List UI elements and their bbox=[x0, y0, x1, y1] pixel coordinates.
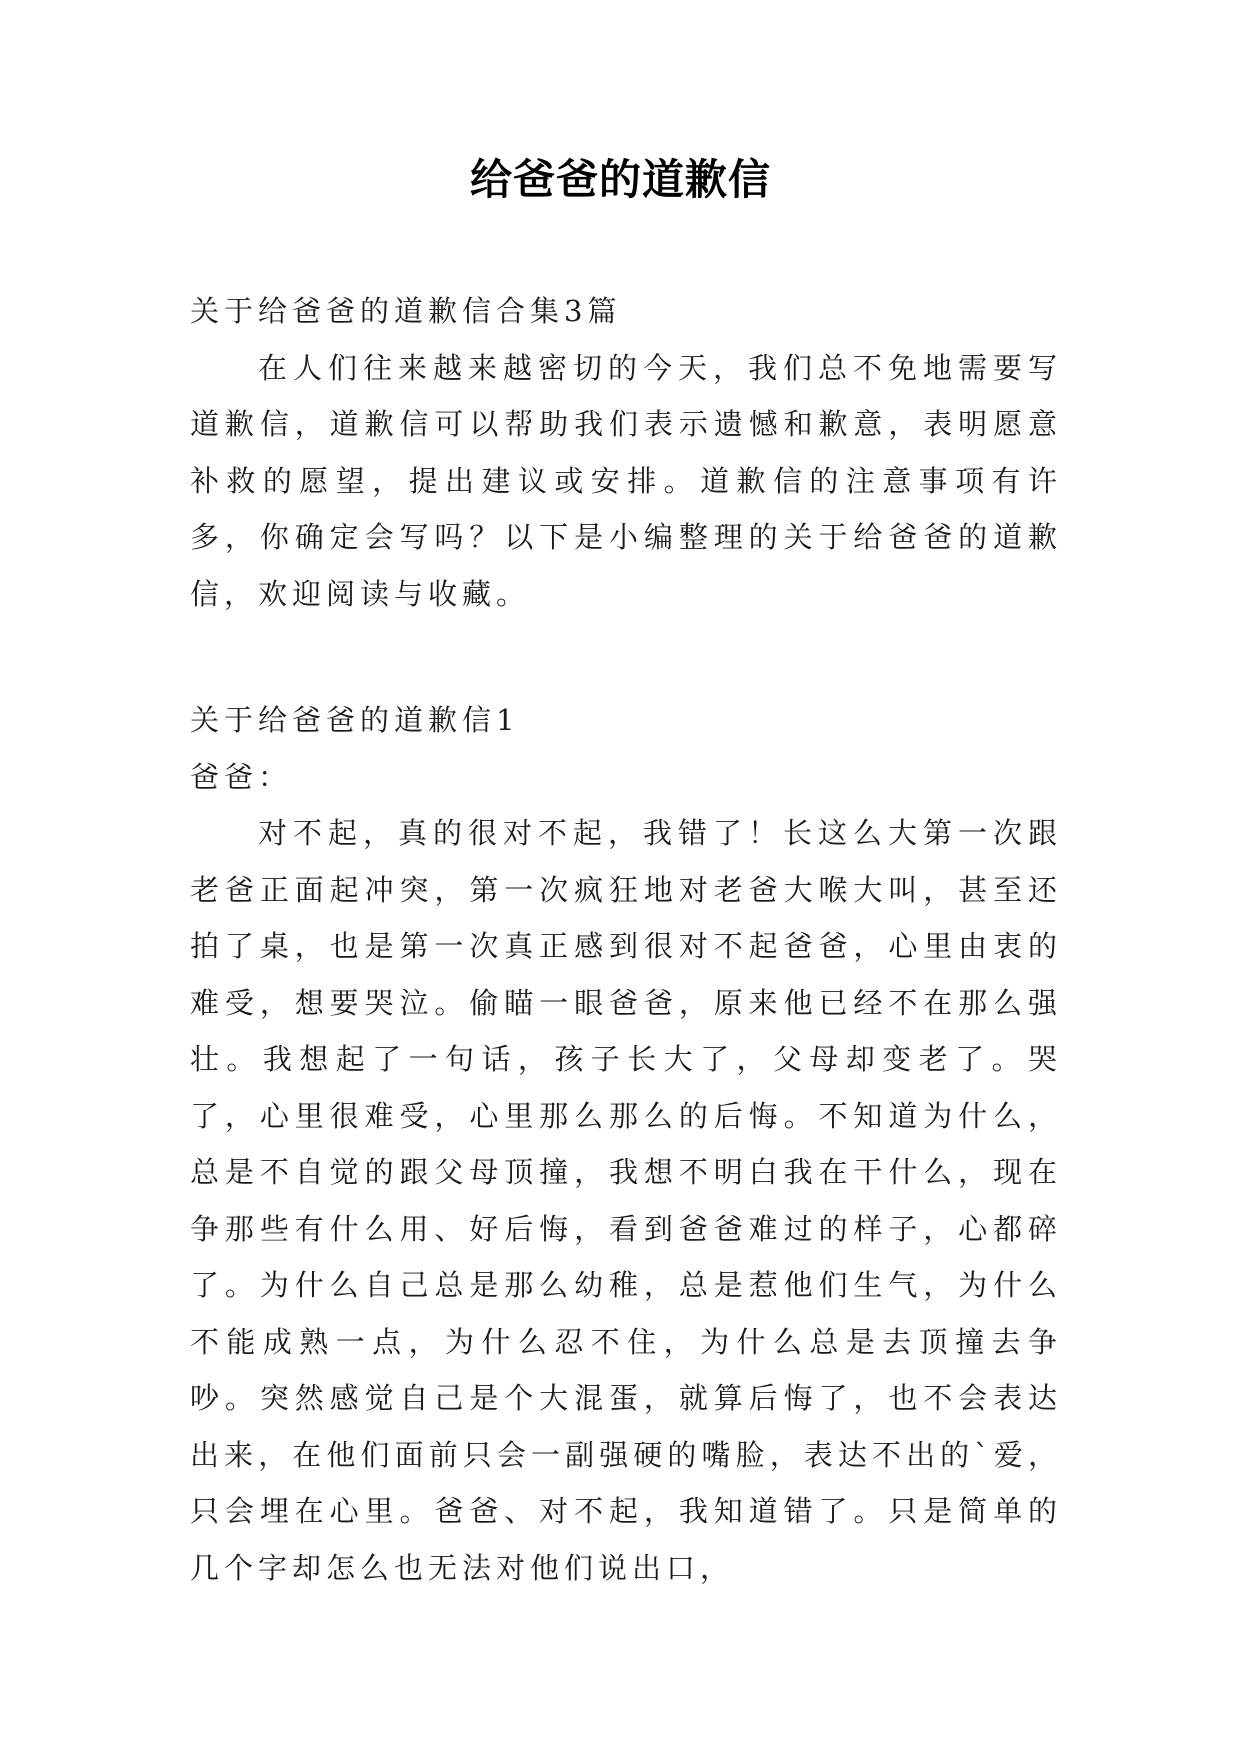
letter-salutation: 爸爸： bbox=[190, 759, 293, 794]
section-spacer bbox=[190, 622, 1062, 692]
document-title: 给爸爸的道歉信 bbox=[469, 155, 771, 204]
letter-body-paragraph: 对不起，真的很对不起，我错了！长这么大第一次跟老爸正面起冲突，第一次疯狂地对老爸大喉大叫，甚至还拍了桌，也是第一次真正感到很对不起爸爸，心里由衷的难受，想要哭泣。偷瞄一眼爸爸，原来他已经不在那么强壮。我想起了一句话，孩子长大了，父母却变老了。哭了，心里很难受，心里那么那么的后悔。不知道为什么，总是不自觉的跟父母顶撞，我想不明白我在干什么，现在争那些有什么用、好后悔，看到爸爸难过的样子，心都碎了。为什么自己总是那么幼稚，总是惹他们生气，为什么不能成熟一点，为什么忍不住，为什么总是去顶撞去争吵。突然感觉自己是个大混蛋，就算后悔了，也不会表达出来，在他们面前只会一副强硬的嘴脸，表达不出的`爱，只会埋在心里。爸爸、对不起，我知道错了。只是简单的几个字却怎么也无法对他们说出口， bbox=[190, 816, 1062, 1585]
intro-paragraph: 在人们往来越来越密切的今天，我们总不免地需要写道歉信，道歉信可以帮助我们表示遗憾和歉意，表明愿意补救的愿望，提出建议或安排。道歉信的注意事项有许多，你确定会写吗？以下是小编整理的关于给爸爸的道歉信，欢迎阅读与收藏。 bbox=[190, 350, 1062, 611]
collection-subtitle: 关于给爸爸的道歉信合集3篇 bbox=[190, 294, 622, 328]
document-body bbox=[190, 283, 1062, 1596]
section-heading: 关于给爸爸的道歉信1 bbox=[190, 703, 520, 737]
